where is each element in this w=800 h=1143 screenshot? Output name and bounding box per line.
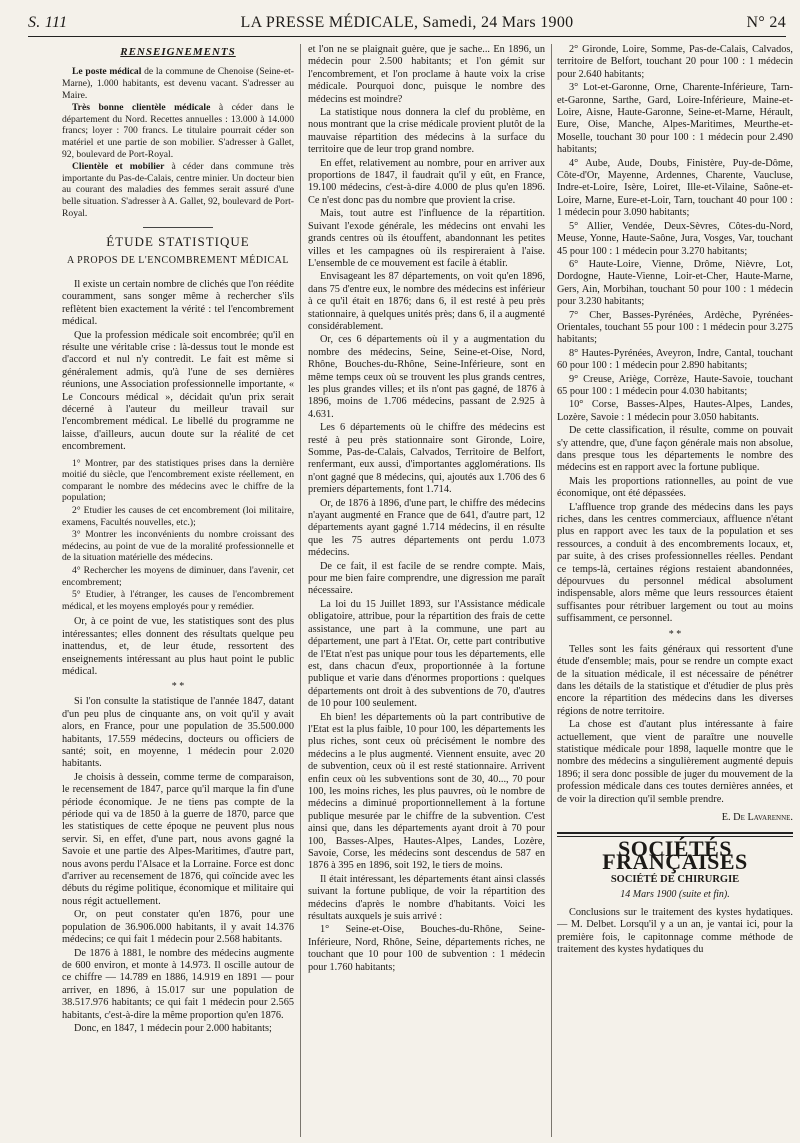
paragraph: 10° Corse, Basses-Alpes, Hautes-Alpes, Landes, Lozère, Savoie : 1 médecin pour 3.050 habitants. <box>557 399 793 423</box>
societes-title: SOCIÉTÉS FRANÇAISES <box>602 836 748 874</box>
paragraph: La statistique nous donnera la clef du problème, en nous montrant que la crise médicale provient plutôt de la mauvaise répartition des médecins à la surface du territoire que de leur trop grand nombre. <box>308 107 545 156</box>
section-stars: * * <box>668 628 682 640</box>
ad-lead: Le poste médical <box>72 66 142 78</box>
program-item: 2° Etudier les causes de cet encombrement (loi militaire, examens, Facultés nouvelles, etc.); <box>62 505 294 528</box>
section-rule <box>143 227 213 228</box>
paragraph: De cette classification, il résulte, comme on pouvait s'y attendre, que, d'une façon générale mais non absolue, dans presque tous les départements le nombre des médecins est en rapport avec la fortune publique. <box>557 425 793 474</box>
column-1 <box>62 44 294 1139</box>
paragraph: Mais, tout autre est l'influence de la répartition. Suivant l'exode générale, les médecins ont envahi les grands centres où ils étouffent, abandonnant les petites villes et les campagnes où ils respireraient à l'aise. L'ensemble de ce mouvement est facile à établir. <box>308 208 545 269</box>
paragraph: 5° Allier, Vendée, Deux-Sèvres, Côtes-du-Nord, Meuse, Yonne, Haute-Saône, Jura, Vosges, Var, touchant 45 pour 100 : 1 médecin pour 3.270 habitants; <box>557 220 793 257</box>
column-divider <box>551 44 552 1137</box>
paragraph: et l'on ne se plaignait guère, que je sache... En 1896, un médecin pour 2.500 habitants; et l'on gémit sur l'encombrement, et l'on proclame à haute voix la crise médicale. Pourquoi donc, puisque le nombre des médecins est moindre? <box>308 44 545 105</box>
paragraph: De ce fait, il est facile de se rendre compte. Mais, pour me bien faire comprendre, une digression me paraît nécessaire. <box>308 560 545 597</box>
paragraph: 6° Haute-Loire, Vienne, Drôme, Nièvre, Lot, Dordogne, Haute-Vienne, Loir-et-Cher, Haute-Marne, Gers, Ain, Morbihan, touchant 50 pour 100 : 1 médecin pour 3.230 habitants; <box>557 258 793 308</box>
renseignements-title: RENSEIGNEMENTS <box>120 46 236 58</box>
program-item: 1° Montrer, par des statistiques prises dans la dernière moitié du siècle, que l'encombrement existe réellement, en comparant le nombre des médecins avec le chiffre de la population; <box>62 457 294 504</box>
ad-text: à céder dans le département du Nord. Recettes annuelles : 13.000 à 14.000 francs; loyer : 700 francs. Le titulaire pourrait céder son matériel et une partie de son mobilier. S'adresser à Gallet, 92, boulevard de Port-Royal. <box>62 102 294 160</box>
paragraph: Mais les proportions rationnelles, au point de vue économique, ont été dépassées. <box>557 475 793 500</box>
program-item: 4° Rechercher les moyens de diminuer, dans l'avenir, cet encombrement; <box>62 564 294 588</box>
paragraph: Les 6 départements où le chiffre des médecins est resté à peu près stationnaire sont Gironde, Loire, Somme, Pas-de-Calais, Calvados, Territoire de Belfort, renfermant, eux aussi, d'importantes agglomérations. Ils n'ont gagné que 8 médecins, qui, ajoutés aux 1.706 des 6 premiers départements, font 1.714. <box>308 422 545 496</box>
societe-date: 14 Mars 1900 (suite et fin). <box>620 888 730 900</box>
ad-item <box>62 102 294 160</box>
paragraph: En effet, relativement au nombre, pour en arriver aux proportions de 1847, il faudrait qu'il y eût, en France, 19.100 médecins, c'est-à-dire 4.000 de plus qu'en 1896. Ce n'est donc pas du nombre que provient la crise. <box>308 157 545 206</box>
article-title: ÉTUDE STATISTIQUE <box>106 234 250 250</box>
paragraph: Il était intéressant, les départements étant ainsi classés suivant la fortune publique, de voir la répartition des médecins d'après le nombre d'habitants. Voici les résultats auxquels je suis arrivé : <box>308 873 545 923</box>
ad-text: à céder dans commune très importante du Pas-de-Calais, centre minier. Un docteur bien au courant des maladies des femmes serait assuré d'une belle situation. S'adresser à A. Gallet, 92, boulevard de Port-Royal. <box>62 161 294 219</box>
paragraph: Eh bien! les départements où la part contributive de l'Etat est la plus faible, 10 pour 100, les départements les plus riches, sont ceux où précisément le nombre des médecins a le plus augmenté. Viennent ensuite, avec 20 de subvention, ceux où il est resté stationnaire. Arrivent enfin ceux où les subventions sont de 30, 40..., 70 pour 100, les moins riches, les plus pauvres, où le nombre de médecins a diminué proportionnellement à la fortune publique mesurée par le chiffre de la subvention. C'est ainsi que, dans les départements ayant droit à 70 pour 100, Basses-Alpes, Hautes-Alpes, Landes, Lozère, Savoie, Corse, les médecins sont descendus de 587 en 1876 à 395 en 1896, soit 192, le tiers de moins. <box>308 711 545 872</box>
paragraph: 7° Cher, Basses-Pyrénées, Ardèche, Pyrénées-Orientales, touchant 55 pour 100 : 1 médecin pour 3.275 habitants; <box>557 309 793 346</box>
classified-ads <box>62 66 294 219</box>
program-item: 3° Montrer les inconvénients du nombre croissant des médecins, au point de vue de la moralité professionnelle et de la situation matérielle des médecins. <box>62 529 294 564</box>
page-header <box>28 12 786 37</box>
paragraph: Or, on peut constater qu'en 1876, pour une population de 36.906.000 habitants, il y avait 14.376 médecins; ce qui fait 1 médecin pour 2.568 habitants. <box>62 909 294 946</box>
paragraph: La loi du 15 Juillet 1893, sur l'Assistance médicale obligatoire, attribue, pour la répartition des frais de cette assistance, une part à la commune, une part au département, une part à l'Etat. Or, cette part contributive de l'Etat n'est pas unique pour tous les départements, elle est, dans chacun d'eux, proportionnée à la fortune publique et varie dans d'énormes proportions : quelques départements ont droit à des subventions de 70, d'autres de 10 pour 100 seulement. <box>308 598 545 710</box>
paragraph: Or, de 1876 à 1896, d'une part, le chiffre des médecins n'ayant augmenté en France que de 641, d'autre part, 12 départements ayant gagné 1.714 médecins, il en résulte que les 75 autres départements ont perdu 1.073 médecins. <box>308 497 545 559</box>
paragraph: Or, ces 6 départements où il y a augmentation du nombre des médecins, Seine, Seine-et-Oise, Nord, Rhône, Bouches-du-Rhône, Seine-Inférieure, sont en même temps ceux où se trouvent les plus grands centres, les plus grandes villes; et ils n'ont pas gagné, de 1876 à 1896, moins de 1.706 médecins, passant de 2.925 à 4.631. <box>308 334 545 420</box>
paragraph: Telles sont les faits généraux qui ressortent d'une étude d'ensemble; mais, pour se rendre un compte exact de la situation médicale, il est nécessaire de pénétrer dans les détails de la statistique et d'étudier de plus près encore la répartition des médecins dans les diverses régions de notre territoire. <box>557 643 793 717</box>
paragraph: 4° Aube, Aude, Doubs, Finistère, Puy-de-Dôme, Côte-d'Or, Mayenne, Ardennes, Charente, Vaucluse, Indre-et-Loire, Isère, Loiret, Ille-et-Vilaine, Saône-et-Loire, Marne, Eure-et-Loir, Tarn, touchant 40 pour 100 : 1 médecin pour 3.090 habitants; <box>557 157 793 219</box>
journal-title: LA PRESSE MÉDICALE, Samedi, 24 Mars 1900 <box>240 14 574 31</box>
paragraph: Or, à ce point de vue, les statistiques sont des plus intéressantes; elles donnent des résultats quelque peu inattendus, et, de leur étude, ressortent des enseignements intéressant au plus haut point le public médical. <box>62 616 294 677</box>
paragraph: Donc, en 1847, 1 médecin pour 2.000 habitants; <box>74 1022 272 1034</box>
program-item: 5° Etudier, à l'étranger, les causes de l'encombrement médical, et les moyens employés pour y remédier. <box>62 589 294 612</box>
paragraph: Que la profession médicale soit encombrée; qu'il en résulte une véritable crise : là-dessus tout le monde est d'accord et nul n'y contredit. Le fait est même si généralement admis, qu'à l'une de ses dernières réunions, une Association professionnelle importante, « Le Concours médical », décidait qu'un prix serait décerné à l'auteur du meilleur travail sur l'encombrement médical. Le libellé du programme ne laisse, d'ailleurs, aucun doute sur la réalité de cet encombrement. <box>62 329 294 453</box>
paragraph: Envisageant les 87 départements, on voit qu'en 1896, dans 75 d'entre eux, le nombre des médecins est inférieur à ce qu'il était en 1876; dans 6, il est resté à peu près stationnaire, à quelques unités près; dans 6, il a augmenté considérablement. <box>308 271 545 332</box>
paragraph: Il existe un certain nombre de clichés que l'on réédite couramment, sans songer même à rechercher s'ils reflètent bien exactement la vérité : tel l'encombrement médical. <box>62 278 294 328</box>
paragraph: 3° Lot-et-Garonne, Orne, Charente-Inférieure, Tarn-et-Garonne, Sarthe, Gard, Loire-Inférieure, Maine-et-Loire, Aisne, Haute-Garonne, Seine-et-Marne, Hérault, Eure, Oise, Manche, Alpes-Maritimes, Meurthe-et-Moselle, touchant 30 pour 100 : 1 médecin pour 2.490 habitants; <box>557 82 793 156</box>
program-list <box>62 458 294 613</box>
paragraph: 2° Gironde, Loire, Somme, Pas-de-Calais, Calvados, territoire de Belfort, touchant 20 pour 100 : 1 médecin pour 2.640 habitants; <box>557 44 793 80</box>
paragraph: 9° Creuse, Ariège, Corrèze, Haute-Savoie, touchant 65 pour 100 : 1 médecin pour 4.030 habitants; <box>557 373 793 397</box>
paragraph: L'affluence trop grande des médecins dans les pays riches, dans les centres commerciaux, affluence n'étant plus en rapport avec les taux de la population et ses ressources, a conduit à des encombrements locaux, et, par suite, à des crises professionnelles réelles. Pendant ce temps-là, certaines régions restaient abandonnées, dépourvues du personnel médical absolument indispensable, alors même que leurs ressources étaient suffisantes pour rétribuer largement ou tout au moins suffisamment, ce personnel. <box>557 501 793 625</box>
author-signature: E. De Lavarenne. <box>721 811 793 823</box>
ad-lead: Très bonne clientèle médicale <box>72 102 211 114</box>
paragraph: 1° Seine-et-Oise, Bouches-du-Rhône, Seine-Inférieure, Nord, Rhône, Seine, départements riches, ne touchant que 10 pour 100 de subvention : 1 médecin pour 1.760 habitants; <box>308 924 545 973</box>
societe-name: SOCIÉTÉ DE CHIRURGIE <box>610 874 740 886</box>
column-divider <box>300 44 301 1137</box>
paragraph: 8° Hautes-Pyrénées, Aveyron, Indre, Cantal, touchant 60 pour 100 : 1 médecin pour 2.890 habitants; <box>557 347 793 372</box>
section-stars: * * <box>171 681 185 693</box>
paragraph: Je choisis à dessein, comme terme de comparaison, le recensement de 1847, parce qu'il marque la fin d'une période économique. Je ne tiens pas compte de la période qui va de 1850 à la guerre de 1870, parce que les statistiques de cette époque ne peuvent plus nous servir. Si, en effet, d'une part, nous avons gagné la Savoie et une partie des Alpes-Maritimes, d'autre part, nous avons perdu l'Alsace et la Lorraine. Force est donc d'arriver au recensement de 1876, qui coïncide avec les débuts du régime politique, économique et militaire qui nous régit actuellement. <box>62 771 294 907</box>
column-3 <box>557 44 793 1139</box>
issue-number: N° 24 <box>746 14 786 31</box>
ad-item <box>62 161 294 219</box>
article-subtitle: A PROPOS DE L'ENCOMBREMENT MÉDICAL <box>67 254 289 266</box>
paragraph: Conclusions sur le traitement des kystes hydatiques. — M. Delbet. Lorsqu'il y a un an, je vantai ici, pour la première fois, le capitonnage comme méthode de traitement des kystes hydatiques du <box>557 907 793 956</box>
paragraph: La chose est d'autant plus intéressante à faire actuellement, que vient de paraître une nouvelle statistique médicale pour 1898, laquelle montre que le nombre des médecins a singulièrement augmenté depuis 1896; il sera donc possible de juger du mouvement de la profession médicale dans ces toutes dernières années, et de voir la direction qu'il semble prendre. <box>557 719 793 805</box>
column-2 <box>308 44 545 1139</box>
ad-lead: Clientèle et mobilier <box>72 161 165 173</box>
ad-item <box>62 66 294 101</box>
paragraph: De 1876 à 1881, le nombre des médecins augmente de 600 environ, et monte à 14.973. Il oscille autour de ce chiffre — 14.789 en 1886, 14.919 en 1891 — pour arriver, en 1896, à 15.017 sur une population de 38.517.976 habitants; ce qui fait 1 médecin pour 2.565 habitants, c'est-à-dire la même proportion qu'en 1876. <box>62 947 294 1021</box>
ad-text: de la commune de Chenoise (Seine-et-Marne), 1.000 habitants, est devenu vacant. S'adresser au Maire. <box>62 66 294 101</box>
paragraph: Si l'on consulte la statistique de l'année 1847, datant d'un peu plus de cinquante ans, on voit qu'il y avait alors, en France, pour une population de 35.500.000 habitants, 17.559 médecins, docteurs ou officiers de santé; soit, en moyenne, 1 médecin pour 2.020 habitants. <box>62 696 294 770</box>
page-number: S. 111 <box>28 14 68 31</box>
